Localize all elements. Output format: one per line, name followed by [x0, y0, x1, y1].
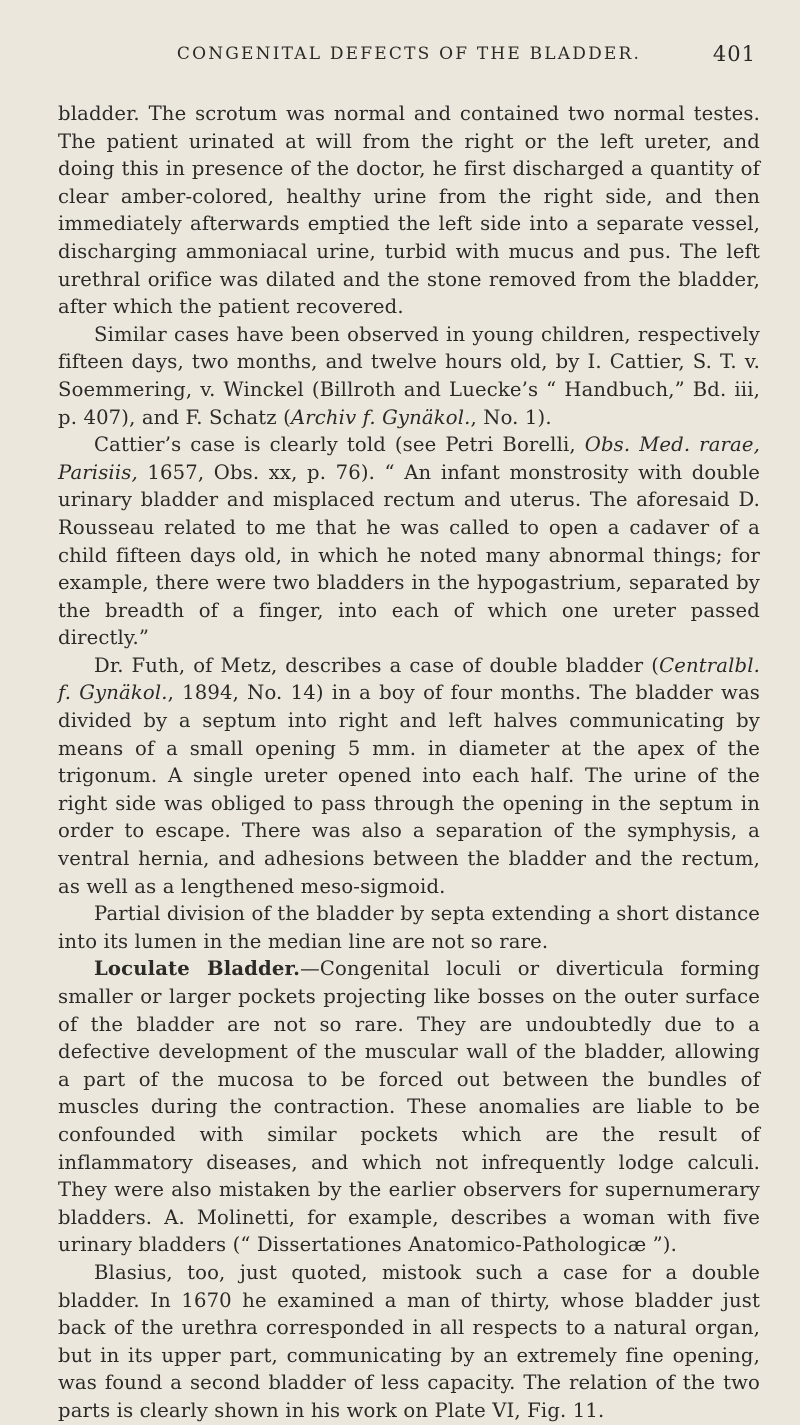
paragraph-text: Similar cases have been observed in young children, respectively fifteen days, two months, and twelve hours old, by I. Cattier, S. T. v. Soemmering, v. Winckel (Billroth and Luecke’s “ Handbuch,” Bd. iii, p. 407), and F. Schatz (	[58, 322, 760, 429]
paragraph-7	[58, 1259, 760, 1425]
paragraph-2	[58, 321, 760, 431]
paragraph-text: 1657, Obs. xx, p. 76). “ An infant monstrosity with double urinary bladder and misplaced rectum and uterus. The aforesaid D. Rousseau related to me that he was called to open a cadaver of a child fifteen days old, in which he noted many abnormal things; for example, there were two bladders in the hypogastrium, separated by the breadth of a finger, into each of which one ureter passed directly.”	[58, 460, 760, 650]
citation-italic: Archiv f. Gynäkol.	[290, 405, 471, 429]
paragraph-text: Blasius, too, just quoted, mistook such a case for a double bladder. In 1670 he examined a man of thirty, whose bladder just back of the urethra corresponded in all respects to a natural organ, but in its upper part, communicating by an extremely fine opening, was found a second bladder of less capacity. The relation of the two parts is clearly shown in his work on Plate VI, Fig. 11.	[58, 1260, 760, 1422]
paragraph-text: Cattier’s case is clearly told (see Petri Borelli,	[94, 433, 585, 457]
paragraph-6	[58, 955, 760, 1259]
paragraph-4	[58, 652, 760, 900]
paragraph-5	[58, 900, 760, 955]
citation-italic: Obs. Med. rarae, Parisiis,	[58, 433, 760, 484]
page-number: 401	[712, 42, 756, 66]
paragraph-text: Dr. Futh, of Metz, describes a case of double bladder (	[94, 653, 660, 677]
body-text	[58, 100, 760, 1425]
section-lead-term: Loculate Bladder.	[94, 957, 301, 981]
paragraph-text: , 1894, No. 14) in a boy of four months. The bladder was divided by a septum into right and left halves communicating by means of a small opening 5 mm. in diameter at the apex of the trigonum. A single ureter opened into each half. The urine of the right side was obliged to pass through the opening in the septum in order to escape. There was also a separation of the symphysis, a ventral hernia, and adhesions between the bladder and the rectum, as well as a lengthened meso-sigmoid.	[58, 681, 760, 898]
running-title: CONGENITAL DEFECTS OF THE BLADDER.	[176, 44, 642, 64]
paragraph-3	[58, 431, 760, 652]
paragraph-text: bladder. The scrotum was normal and contained two normal testes. The patient urinated at will from the right or the left ureter, and doing this in presence of the doctor, he first discharged a quantity of clear amber-colored, healthy urine from the right side, and then immediately afterwards emptied the left side into a separate vessel, discharging ammoniacal urine, turbid with mucus and pus. The left urethral orifice was dilated and the stone removed from the bladder, after which the patient recovered.	[58, 102, 760, 319]
paragraph-text: —Congenital loculi or diverticula forming smaller or larger pockets projecting like bosses on the outer surface of the bladder are not so rare. They are undoubtedly due to a defective development of the muscular wall of the bladder, allowing a part of the mucosa to be forced out between the bundles of muscles during the contraction. These anomalies are liable to be confounded with similar pockets which are the result of inflammatory diseases, and which not infrequently lodge calculi. They were also mistaken by the earlier observers for supernumerary bladders. A. Molinetti, for example, describes a woman with five urinary bladders (“ Dissertationes Anatomico-Pathologicæ ”).	[58, 957, 760, 1257]
paragraph-text: , No. 1).	[470, 405, 552, 429]
running-head	[58, 44, 760, 72]
citation-italic: Centralbl. f. Gynäkol.	[58, 653, 760, 705]
paragraph-text: Partial division of the bladder by septa extending a short distance into its lumen in the median line are not so rare.	[58, 902, 760, 953]
paragraph-1	[58, 100, 760, 321]
